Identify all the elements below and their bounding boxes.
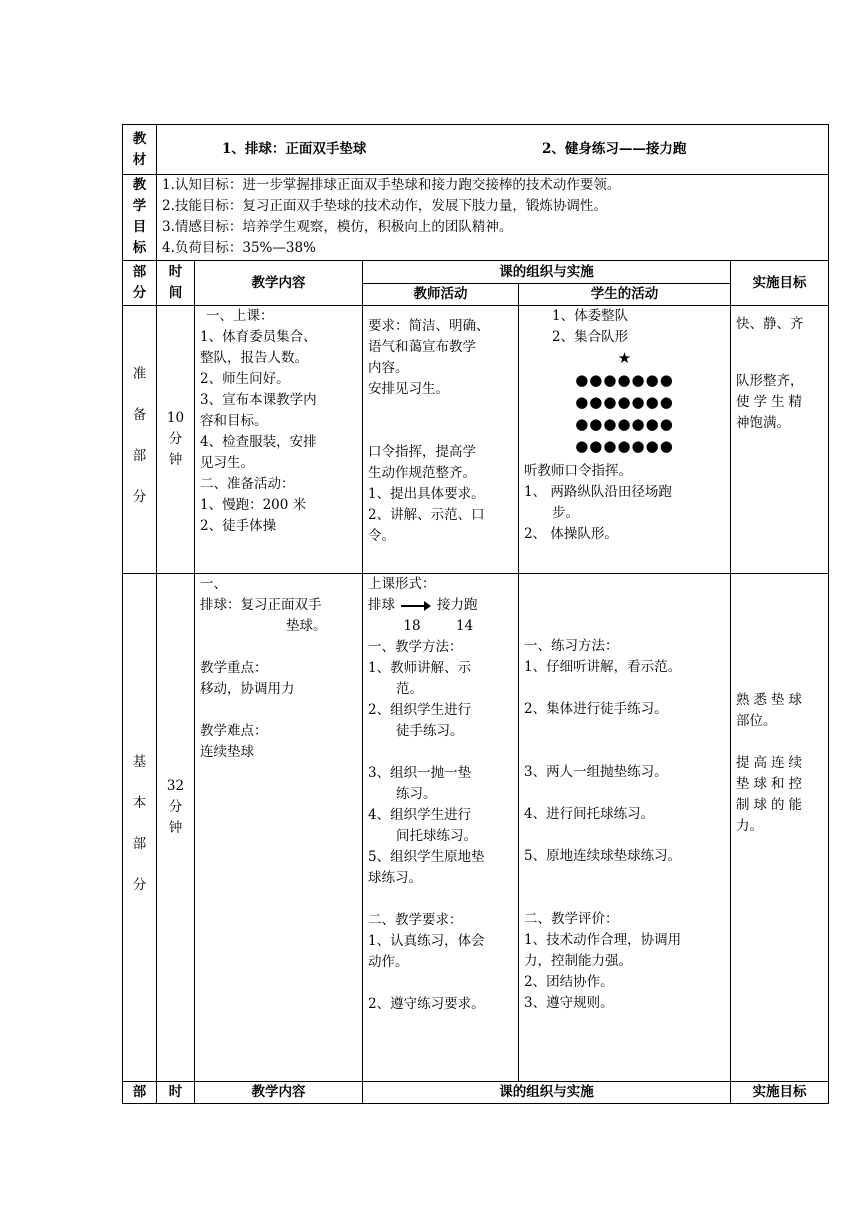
col-org: 课的组织与实施	[363, 261, 731, 284]
col-content: 教学内容	[195, 261, 363, 306]
footer-target: 实施目标	[731, 1082, 829, 1104]
prep-row	[123, 306, 829, 574]
material-cell	[157, 125, 829, 175]
material-volleyball: 1、排球：正面双手垫球	[222, 141, 367, 157]
footer-part: 部	[123, 1082, 157, 1104]
lesson-flow-counts: 18 14	[403, 618, 474, 634]
footer-org: 课的组织与实施	[363, 1082, 731, 1104]
prep-teacher: 要求：简洁、明确、 语气和蔼宣布教学 内容。 安排见习生。 口令指挥，提高学 生动作规范整齐。 1、提出具体要求。 2、讲解、示范、口 令。	[363, 306, 519, 574]
basic-time: 32 分 钟	[157, 574, 195, 1082]
goal-cognitive: 1.认知目标：进一步掌握排球正面双手垫球和接力跑交接棒的技术动作要领。	[162, 177, 621, 193]
arrow-right-icon	[401, 601, 431, 611]
prep-student: 1、体委整队 2、集合队形 ★ ●●●●●●● ●●●●●●● ●●●●●●● ●●●●●●● 听教师口令指挥。 1、 两路纵队沿田径场跑 步。 2、 体操队形。	[519, 306, 731, 574]
material-relay: 2、健身练习——接力跑	[542, 141, 687, 157]
goals-label: 教 学 目 标	[123, 175, 157, 261]
basic-content: 一、 排球：复习正面双手 垫球。 教学重点： 移动，协调用力 教学难点： 连续垫球	[195, 574, 363, 1082]
col-part: 部 分	[123, 261, 157, 306]
goals-list	[157, 175, 829, 261]
goals-row	[123, 175, 829, 261]
formation-row: ●●●●●●●	[575, 415, 674, 433]
prep-part: 准 备 部 分	[123, 306, 157, 574]
formation-row: ●●●●●●●	[575, 371, 674, 389]
goal-emotional: 3.情感目标：培养学生观察，模仿，积极向上的团队精神。	[162, 219, 513, 235]
footer-content: 教学内容	[195, 1082, 363, 1104]
prep-content: 一、上课： 1、体育委员集合、 整队，报告人数。 2、师生问好。 3、宣布本课教学内 容和目标。 4、检查服装，安排 见习生。 二、准备活动： 1、慢跑：200 米 2、徒手体操	[195, 306, 363, 574]
teacher-star-icon: ★	[617, 349, 632, 367]
formation-row: ●●●●●●●	[575, 437, 674, 455]
lesson-plan-table	[122, 124, 829, 1104]
col-student: 学生的活动	[519, 284, 731, 306]
goal-skill: 2.技能目标：复习正面双手垫球的技术动作，发展下肢力量，锻炼协调性。	[162, 198, 607, 214]
basic-row	[123, 574, 829, 1082]
col-time: 时 间	[157, 261, 195, 306]
material-row	[123, 125, 829, 175]
column-header-row	[123, 261, 829, 284]
footer-header-row	[123, 1082, 829, 1104]
material-label: 教 材	[123, 125, 157, 175]
basic-student: 一、练习方法： 1、仔细听讲解，看示范。 2、集体进行徒手练习。 3、两人一组抛垫练习。 4、进行间托球练习。 5、原地连续球垫球练习。 二、教学评价： 1、技术动作合理，协调用 力，控制能力强。 2、团结协作。 3、遵守规则。	[519, 574, 731, 1082]
col-teacher: 教师活动	[363, 284, 519, 306]
lesson-flow: 排球 接力跑	[368, 597, 478, 613]
col-target: 实施目标	[731, 261, 829, 306]
basic-part: 基 本 部 分	[123, 574, 157, 1082]
formation-row: ●●●●●●●	[575, 393, 674, 411]
goal-load: 4.负荷目标：35%—38%	[162, 240, 316, 256]
basic-target: 熟悉垫球 部位。 提高连续 垫球和控 制球的能 力。	[731, 574, 829, 1082]
prep-target: 快、静、齐 队形整齐， 使学生精 神饱满。	[731, 306, 829, 574]
footer-time: 时	[157, 1082, 195, 1104]
prep-time: 10 分 钟	[157, 306, 195, 574]
basic-teacher: 上课形式： 排球 接力跑 18 14 一、教学方法： 1、教师讲解、示 范。 2、组织学生进行 徒手练习。 3、组织一抛一垫 练习。 4、组织学生进行 间托球练习。 5、组织学生原地垫 球练习。 二、教学要求： 1、认真练习，体会 动作。 2、遵守练习要求。	[363, 574, 519, 1082]
